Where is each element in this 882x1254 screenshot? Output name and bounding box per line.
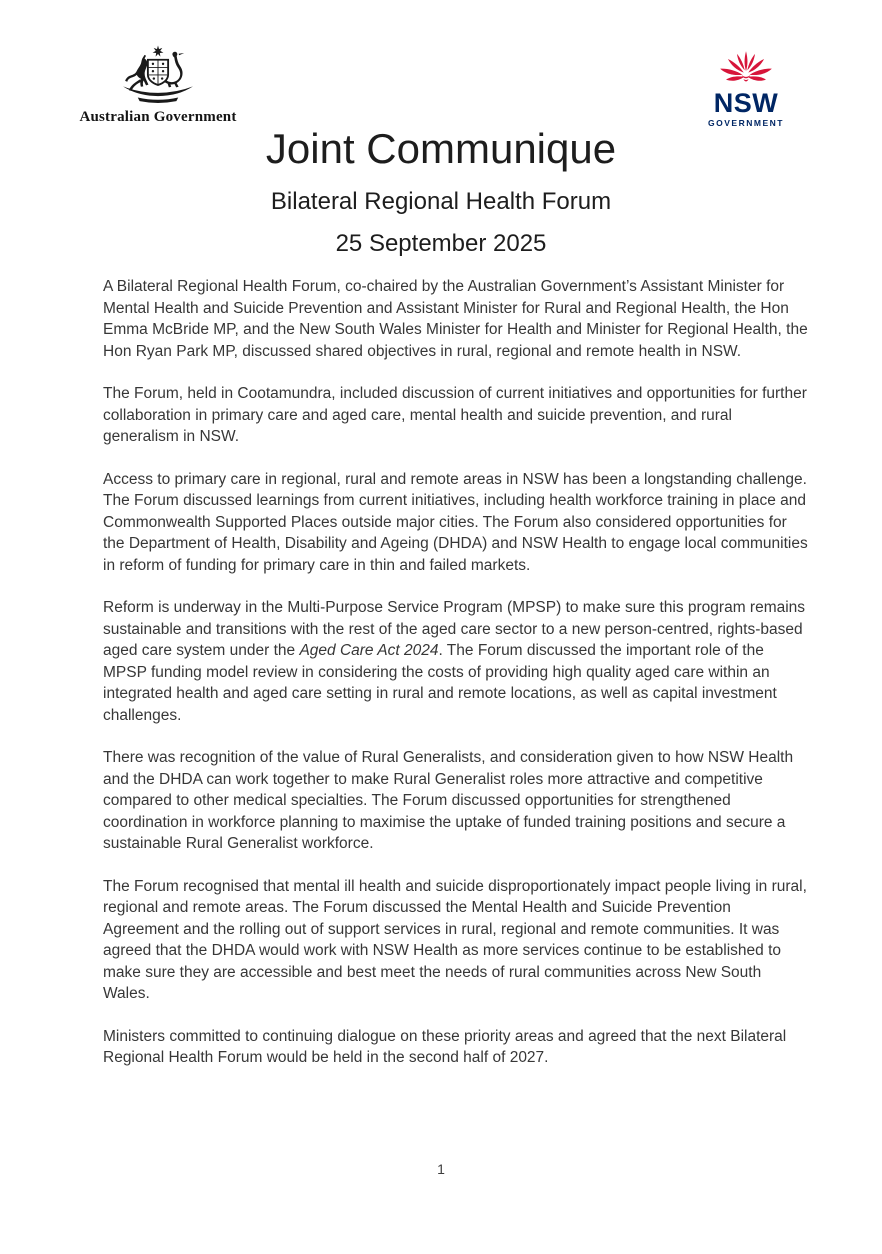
page-title: Joint Communique xyxy=(265,125,617,172)
paragraph-mpsp-reform xyxy=(103,597,810,726)
paragraph-primary-care: Access to primary care in regional, rural and remote areas in NSW has been a longstanding challenge. The Forum discussed learnings from current initiatives, including health workforce training in place and Commonwealth Supported Places outside major cities. The Forum also considered opportunities for the Department of Health, Disability and Ageing (DHDA) and NSW Health to engage local communities in reform of funding for primary care in thin and failed markets. xyxy=(103,470,808,574)
mpsp-text-before: Reform is underway in the Multi-Purpose Service Program (MPSP) to make sure this program remains sustainable and transitions with the rest of the aged care sector to a new person-centred, rights-based aged care system under the xyxy=(103,599,806,659)
nsw-waratah-icon xyxy=(714,50,778,90)
nsw-government-logo xyxy=(704,50,788,128)
paragraph-forum-location: The Forum, held in Cootamundra, included discussion of current initiatives and opportunities for further collaboration in primary care and aged care, mental health and suicide prevention, and rural generalism in NSW. xyxy=(103,385,807,445)
paragraph-mental-health: The Forum recognised that mental ill health and suicide disproportionately impact people living in rural, regional and remote areas. The Forum discussed the Mental Health and Suicide Prevention Agreement and the rolling out of support services in rural, regional and remote communities. It was agreed that the DHDA would work with NSW Health as more services continue to be established to make sure they are accessible and best meet the needs of rural communities across New South Wales. xyxy=(103,877,807,1002)
australian-government-logo xyxy=(75,42,241,126)
paragraph-rural-generalists: There was recognition of the value of Rural Generalists, and consideration given to how NSW Health and the DHDA can work together to make Rural Generalist roles more attractive and competitive compared to other medical specialties. The Forum discussed opportunities for strengthened coordination in workforce planning to maximise the uptake of funded training positions and secure a sustainable Rural Generalist workforce. xyxy=(103,749,794,852)
page-date: 25 September 2025 xyxy=(335,230,547,257)
mpsp-text-after: . The Forum discussed the important role of the MPSP funding model review in considering the costs of providing high quality aged care within an integrated health and aged care setting in rural and remote locations, as well as capital investment challenges. xyxy=(103,642,777,724)
document-body xyxy=(103,276,810,1090)
australian-government-label: Australian Government xyxy=(79,109,237,125)
page-number: 1 xyxy=(437,1161,445,1177)
aged-care-act-italic: Aged Care Act 2024 xyxy=(299,642,439,659)
paragraph-forum-overview: A Bilateral Regional Health Forum, co-chaired by the Australian Government’s Assistant Minister for Mental Health and Suicide Prevention and Assistant Minister for Rural and Regional Health, the Hon Emma McBride MP, and the New South Wales Minister for Health and Minister for Regional Health, the Hon Ryan Park MP, discussed shared objectives in rural, regional and remote health in NSW. xyxy=(103,278,808,360)
title-block xyxy=(0,126,882,258)
paragraph-next-forum: Ministers committed to continuing dialogue on these priority areas and agreed that the next Bilateral Regional Health Forum would be held in the second half of 2027. xyxy=(103,1027,787,1066)
page-subtitle: Bilateral Regional Health Forum xyxy=(270,188,612,215)
nsw-government-label: GOVERNMENT xyxy=(708,118,784,128)
nsw-acronym-label: NSW xyxy=(713,88,779,118)
australian-coat-of-arms-icon xyxy=(112,42,204,106)
